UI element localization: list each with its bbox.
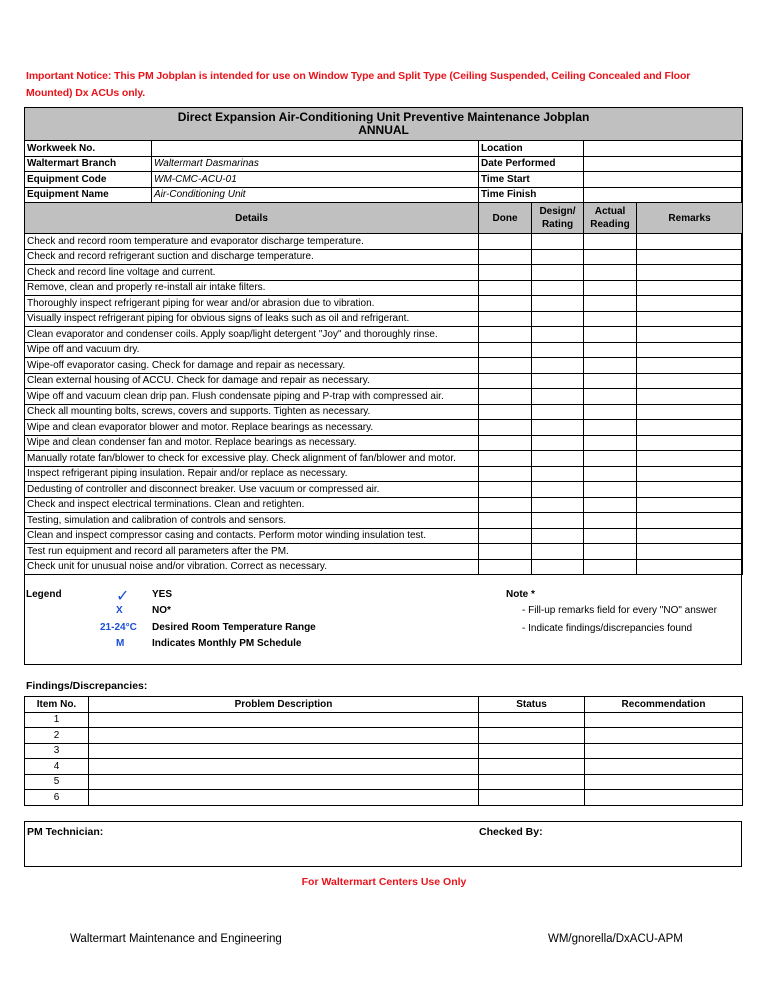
done-cell[interactable]: [479, 234, 532, 250]
task-description: Check and record line voltage and current.: [25, 265, 479, 281]
status-header: Status: [479, 697, 585, 713]
done-cell[interactable]: [479, 451, 532, 467]
design-rating-cell[interactable]: [532, 234, 584, 250]
table-row: [25, 513, 743, 529]
done-cell[interactable]: [479, 342, 532, 358]
task-description: Manually rotate fan/blower to check for excessive play. Check alignment of fan/blower and motor.: [25, 451, 479, 467]
task-description: Testing, simulation and calibration of controls and sensors.: [25, 513, 479, 529]
status-cell[interactable]: [479, 743, 585, 759]
workweek-value[interactable]: [152, 141, 479, 157]
actual-reading-cell[interactable]: [584, 342, 637, 358]
task-description: Wipe-off evaporator casing. Check for damage and repair as necessary.: [25, 358, 479, 374]
actual-reading-cell[interactable]: [584, 497, 637, 513]
actual-reading-cell[interactable]: [584, 327, 637, 343]
actual-reading-cell[interactable]: [584, 311, 637, 327]
recommendation-cell[interactable]: [585, 728, 743, 744]
remarks-cell[interactable]: [637, 451, 743, 467]
actual-reading-cell[interactable]: [584, 296, 637, 312]
footer-left: Waltermart Maintenance and Engineering: [70, 933, 282, 945]
actual-reading-cell[interactable]: [584, 280, 637, 296]
task-description: Check and record room temperature and evaporator discharge temperature.: [25, 234, 479, 250]
design-rating-cell[interactable]: [532, 528, 584, 544]
pm-technician-label: PM Technician:: [27, 826, 104, 838]
date-performed-label: Date Performed: [479, 156, 584, 172]
task-description: Remove, clean and properly re-install air intake filters.: [25, 280, 479, 296]
remarks-cell[interactable]: [637, 482, 743, 498]
remarks-cell[interactable]: [637, 265, 743, 281]
task-description: Check and record refrigerant suction and discharge temperature.: [25, 249, 479, 265]
recommendation-cell[interactable]: [585, 743, 743, 759]
remarks-cell[interactable]: [637, 404, 743, 420]
table-row: [25, 249, 743, 265]
table-row: [25, 311, 743, 327]
remarks-cell[interactable]: [637, 373, 743, 389]
equipment-code-label: Equipment Code: [25, 172, 152, 188]
design-rating-cell[interactable]: [532, 513, 584, 529]
recommendation-cell[interactable]: [585, 712, 743, 728]
important-notice: Important Notice: This PM Jobplan is intended for use on Window Type and Split Type (Ceiling Suspended, Ceiling Concealed and Floor Mounted) Dx ACUs only.: [26, 70, 691, 99]
remarks-cell[interactable]: [637, 249, 743, 265]
findings-table: [24, 696, 743, 806]
note-line-1: - Fill-up remarks field for every "NO" answer: [522, 605, 717, 616]
design-rating-cell[interactable]: [532, 482, 584, 498]
problem-description-cell[interactable]: [89, 743, 479, 759]
design-rating-cell[interactable]: [532, 296, 584, 312]
done-cell[interactable]: [479, 280, 532, 296]
table-row: [25, 544, 743, 560]
actual-reading-cell[interactable]: [584, 528, 637, 544]
check-icon: ✓: [116, 588, 130, 605]
problem-description-cell[interactable]: [89, 728, 479, 744]
legend-temperature-text: Desired Room Temperature Range: [152, 622, 316, 633]
actual-reading-cell[interactable]: [584, 544, 637, 560]
time-finish-value[interactable]: [584, 187, 743, 203]
design-rating-cell[interactable]: [532, 280, 584, 296]
problem-description-cell[interactable]: [89, 712, 479, 728]
actual-reading-cell[interactable]: [584, 559, 637, 575]
design-rating-cell[interactable]: [532, 544, 584, 560]
problem-description-cell[interactable]: [89, 790, 479, 806]
table-row: [25, 482, 743, 498]
design-rating-cell[interactable]: [532, 435, 584, 451]
centers-use-only: For Waltermart Centers Use Only: [301, 876, 467, 888]
recommendation-header: Recommendation: [585, 697, 743, 713]
item-number: 5: [25, 774, 89, 790]
done-cell[interactable]: [479, 435, 532, 451]
table-row: [25, 373, 743, 389]
done-cell[interactable]: [479, 373, 532, 389]
time-start-value[interactable]: [584, 172, 743, 188]
location-label: Location: [479, 141, 584, 157]
time-finish-label: Time Finish: [479, 187, 584, 203]
actual-reading-cell[interactable]: [584, 358, 637, 374]
remarks-cell[interactable]: [637, 342, 743, 358]
title-line-1: Direct Expansion Air-Conditioning Unit Preventive Maintenance Jobplan: [177, 110, 590, 124]
design-rating-cell[interactable]: [532, 249, 584, 265]
task-description: Check unit for unusual noise and/or vibration. Correct as necessary.: [25, 559, 479, 575]
remarks-cell[interactable]: [637, 559, 743, 575]
table-row: [25, 420, 743, 436]
actual-reading-cell[interactable]: [584, 234, 637, 250]
monthly-symbol: M: [116, 638, 125, 649]
actual-reading-cell[interactable]: [584, 389, 637, 405]
design-rating-cell[interactable]: [532, 389, 584, 405]
task-description: Inspect refrigerant piping insulation. Repair and/or replace as necessary.: [25, 466, 479, 482]
jobplan-title: [25, 108, 743, 141]
table-row: [25, 296, 743, 312]
remarks-cell[interactable]: [637, 234, 743, 250]
table-row: [25, 466, 743, 482]
task-description: Clean evaporator and condenser coils. Apply soap/light detergent "Joy" and thoroughly rinse.: [25, 327, 479, 343]
design-rating-cell[interactable]: [532, 327, 584, 343]
task-description: Wipe and clean evaporator blower and motor. Replace bearings as necessary.: [25, 420, 479, 436]
remarks-cell[interactable]: [637, 389, 743, 405]
done-cell[interactable]: [479, 249, 532, 265]
item-no-header: Item No.: [25, 697, 89, 713]
task-description: Wipe and clean condenser fan and motor. Replace bearings as necessary.: [25, 435, 479, 451]
task-description: Wipe off and vacuum dry.: [25, 342, 479, 358]
design-rating-cell[interactable]: [532, 466, 584, 482]
legend-yes: YES: [152, 589, 173, 600]
temperature-range-symbol: 21-24°C: [100, 622, 137, 633]
task-description: Visually inspect refrigerant piping for obvious signs of leaks such as oil and refrigerant.: [25, 311, 479, 327]
done-cell[interactable]: [479, 482, 532, 498]
design-rating-cell[interactable]: [532, 311, 584, 327]
table-row: [25, 265, 743, 281]
remarks-cell[interactable]: [637, 420, 743, 436]
legend-monthly-text: Indicates Monthly PM Schedule: [152, 638, 302, 649]
remarks-header: Remarks: [637, 203, 743, 234]
done-cell[interactable]: [479, 559, 532, 575]
date-performed-value[interactable]: [584, 156, 743, 172]
actual-reading-cell[interactable]: [584, 265, 637, 281]
done-cell[interactable]: [479, 296, 532, 312]
item-number: 3: [25, 743, 89, 759]
done-cell[interactable]: [479, 528, 532, 544]
actual-reading-cell[interactable]: [584, 513, 637, 529]
task-description: Wipe off and vacuum clean drip pan. Flush condensate piping and P-trap with compressed air.: [25, 389, 479, 405]
note-label: Note *: [506, 589, 535, 600]
design-rating-cell[interactable]: [532, 265, 584, 281]
table-row: [25, 280, 743, 296]
remarks-cell[interactable]: [637, 513, 743, 529]
design-rating-cell[interactable]: [532, 373, 584, 389]
design-rating-cell[interactable]: [532, 358, 584, 374]
table-row: [25, 559, 743, 575]
table-row: [25, 497, 743, 513]
table-row: [25, 404, 743, 420]
remarks-cell[interactable]: [637, 544, 743, 560]
table-row: [25, 389, 743, 405]
task-description: Clean and inspect compressor casing and contacts. Perform motor winding insulation test.: [25, 528, 479, 544]
findings-label: Findings/Discrepancies:: [26, 680, 148, 692]
location-value[interactable]: [584, 141, 743, 157]
done-cell[interactable]: [479, 420, 532, 436]
branch-value[interactable]: Waltermart Dasmarinas: [152, 156, 479, 172]
done-cell[interactable]: [479, 389, 532, 405]
design-rating-cell[interactable]: [532, 559, 584, 575]
done-cell[interactable]: [479, 311, 532, 327]
actual-reading-cell[interactable]: [584, 482, 637, 498]
design-rating-cell[interactable]: [532, 497, 584, 513]
equipment-code-value[interactable]: WM-CMC-ACU-01: [152, 172, 479, 188]
done-cell[interactable]: [479, 544, 532, 560]
legend-label: Legend: [26, 589, 62, 600]
done-cell[interactable]: [479, 265, 532, 281]
actual-reading-cell[interactable]: [584, 249, 637, 265]
workweek-label: Workweek No.: [25, 141, 152, 157]
jobplan-table: [24, 107, 743, 575]
details-header: Details: [25, 203, 479, 234]
footer-right: WM/gnorella/DxACU-APM: [548, 933, 683, 945]
done-cell[interactable]: [479, 466, 532, 482]
table-row: [25, 342, 743, 358]
task-description: Thoroughly inspect refrigerant piping for wear and/or abrasion due to vibration.: [25, 296, 479, 312]
table-row: [25, 743, 743, 759]
table-row: [25, 774, 743, 790]
table-row: [25, 790, 743, 806]
item-number: 2: [25, 728, 89, 744]
done-cell[interactable]: [479, 513, 532, 529]
task-description: Check all mounting bolts, screws, covers and supports. Tighten as necessary.: [25, 404, 479, 420]
recommendation-cell[interactable]: [585, 774, 743, 790]
status-cell[interactable]: [479, 759, 585, 775]
branch-label: Waltermart Branch: [25, 156, 152, 172]
task-description: Dedusting of controller and disconnect breaker. Use vacuum or compressed air.: [25, 482, 479, 498]
remarks-cell[interactable]: [637, 466, 743, 482]
x-icon: X: [116, 605, 123, 616]
actual-reading-cell[interactable]: [584, 451, 637, 467]
design-rating-header: Design/ Rating: [532, 203, 584, 234]
table-row: [25, 451, 743, 467]
table-row: [25, 728, 743, 744]
task-list: [25, 234, 743, 575]
design-rating-cell[interactable]: [532, 404, 584, 420]
signature-block: [24, 821, 742, 867]
status-cell[interactable]: [479, 712, 585, 728]
table-row: [25, 358, 743, 374]
task-description: Test run equipment and record all parameters after the PM.: [25, 544, 479, 560]
legend-block: [26, 589, 738, 659]
table-row: [25, 435, 743, 451]
table-row: [25, 528, 743, 544]
actual-reading-cell[interactable]: [584, 435, 637, 451]
recommendation-cell[interactable]: [585, 759, 743, 775]
remarks-cell[interactable]: [637, 296, 743, 312]
task-description: Check and inspect electrical terminations. Clean and retighten.: [25, 497, 479, 513]
problem-description-header: Problem Description: [89, 697, 479, 713]
problem-description-cell[interactable]: [89, 774, 479, 790]
title-line-2: ANNUAL: [358, 123, 409, 137]
design-rating-cell[interactable]: [532, 451, 584, 467]
remarks-cell[interactable]: [637, 497, 743, 513]
done-header: Done: [479, 203, 532, 234]
note-line-2: - Indicate findings/discrepancies found: [522, 623, 693, 634]
checked-by-label: Checked By:: [479, 826, 543, 838]
actual-reading-header: Actual Reading: [584, 203, 637, 234]
item-number: 1: [25, 712, 89, 728]
equipment-name-value[interactable]: Air-Conditioning Unit: [152, 187, 479, 203]
remarks-cell[interactable]: [637, 311, 743, 327]
table-row: [25, 712, 743, 728]
table-row: [25, 759, 743, 775]
design-rating-cell[interactable]: [532, 420, 584, 436]
remarks-cell[interactable]: [637, 528, 743, 544]
remarks-cell[interactable]: [637, 327, 743, 343]
remarks-cell[interactable]: [637, 280, 743, 296]
actual-reading-cell[interactable]: [584, 420, 637, 436]
actual-reading-cell[interactable]: [584, 404, 637, 420]
remarks-cell[interactable]: [637, 435, 743, 451]
findings-list: [25, 712, 743, 805]
design-rating-cell[interactable]: [532, 342, 584, 358]
equipment-name-label: Equipment Name: [25, 187, 152, 203]
status-cell[interactable]: [479, 790, 585, 806]
actual-reading-cell[interactable]: [584, 466, 637, 482]
legend-no: NO*: [152, 605, 171, 616]
time-start-label: Time Start: [479, 172, 584, 188]
done-cell[interactable]: [479, 358, 532, 374]
status-cell[interactable]: [479, 774, 585, 790]
done-cell[interactable]: [479, 404, 532, 420]
done-cell[interactable]: [479, 497, 532, 513]
task-description: Clean external housing of ACCU. Check for damage and repair as necessary.: [25, 373, 479, 389]
recommendation-cell[interactable]: [585, 790, 743, 806]
remarks-cell[interactable]: [637, 358, 743, 374]
table-row: [25, 327, 743, 343]
table-row: [25, 234, 743, 250]
actual-reading-cell[interactable]: [584, 373, 637, 389]
problem-description-cell[interactable]: [89, 759, 479, 775]
status-cell[interactable]: [479, 728, 585, 744]
done-cell[interactable]: [479, 327, 532, 343]
item-number: 6: [25, 790, 89, 806]
item-number: 4: [25, 759, 89, 775]
